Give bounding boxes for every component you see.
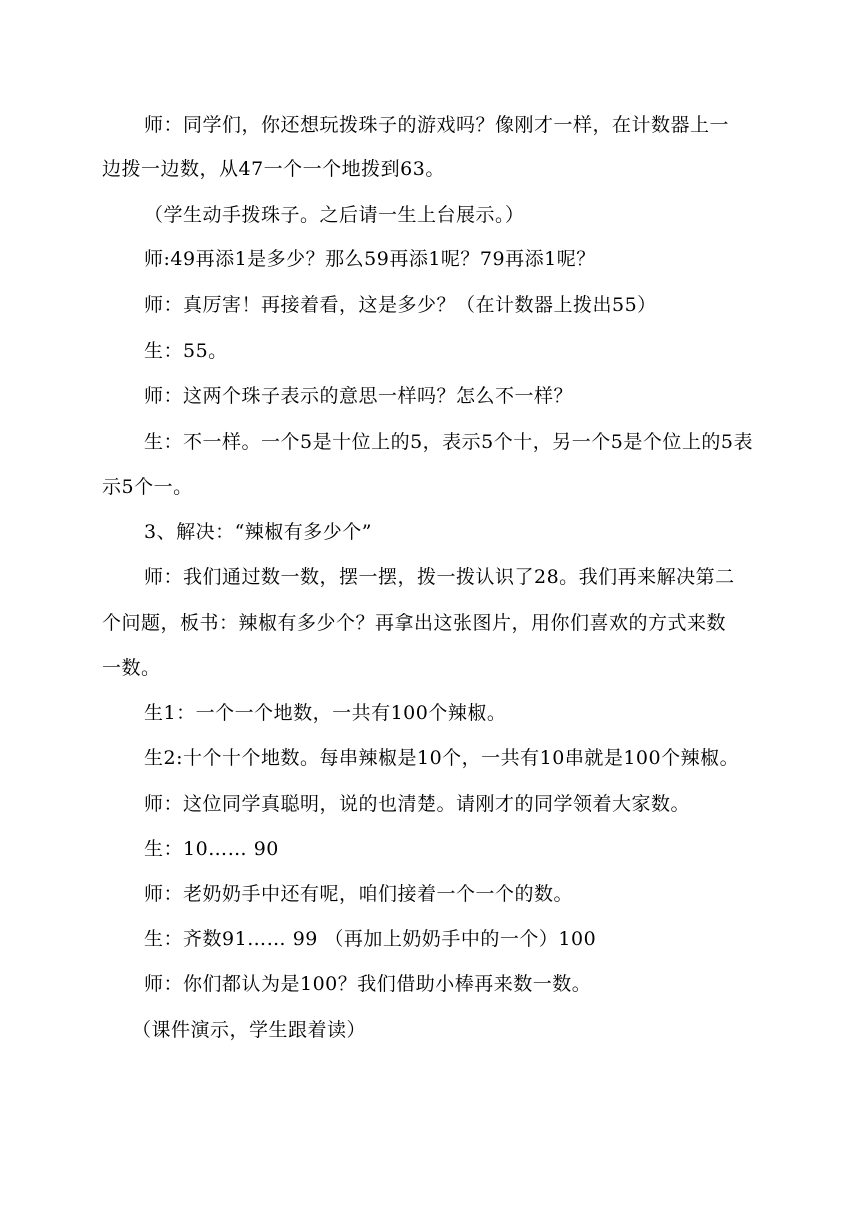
paragraph-line: 生：不一样。一个5是十位上的5，表示5个十，另一个5是个位上的5表 [144, 431, 753, 453]
paragraph-line: 生：10…… 90 [144, 838, 279, 860]
paragraph-line: 师：你们都认为是100？我们借助小棒再来数一数。 [144, 973, 592, 995]
paragraph-line: 生1：一个一个地数，一共有100个辣椒。 [144, 702, 507, 724]
paragraph-line: 生2:十个十个地数。每串辣椒是10个，一共有10串就是100个辣椒。 [144, 747, 740, 769]
paragraph-line: 师：这位同学真聪明，说的也清楚。请刚才的同学领着大家数。 [144, 793, 691, 815]
paragraph-line: 师：同学们，你还想玩拨珠子的游戏吗？像刚才一样，在计数器上一 [144, 114, 730, 136]
paragraph-line: （课件演示，学生跟着读） [132, 1019, 367, 1041]
paragraph-line: 示5个一。 [102, 476, 193, 498]
paragraph-line: 生：齐数91…… 99 （再加上奶奶手中的一个）100 [144, 928, 597, 950]
paragraph-line: 师：真厉害！再接着看，这是多少？（在计数器上拨出55） [144, 294, 657, 316]
paragraph-line: （学生动手拨珠子。之后请一生上台展示。） [144, 204, 525, 226]
section-heading: 3、解决：“辣椒有多少个” [144, 521, 373, 543]
paragraph-line: 师:49再添1是多少？那么59再添1呢？79再添1呢？ [144, 248, 596, 270]
paragraph-line: 师：我们通过数一数，摆一摆，拨一拨认识了28。我们再来解决第二 [144, 566, 735, 588]
paragraph-line: 师：老奶奶手中还有呢，咱们接着一个一个的数。 [144, 883, 574, 905]
paragraph-line: 师：这两个珠子表示的意思一样吗？怎么不一样？ [144, 385, 574, 407]
paragraph-line: 一数。 [102, 657, 161, 679]
paragraph-line: 边拨一边数，从47一个一个地拨到63。 [102, 158, 445, 180]
paragraph-line: 个问题，板书：辣椒有多少个？再拿出这张图片，用你们喜欢的方式来数 [102, 612, 727, 634]
paragraph-line: 生：55。 [144, 340, 228, 362]
